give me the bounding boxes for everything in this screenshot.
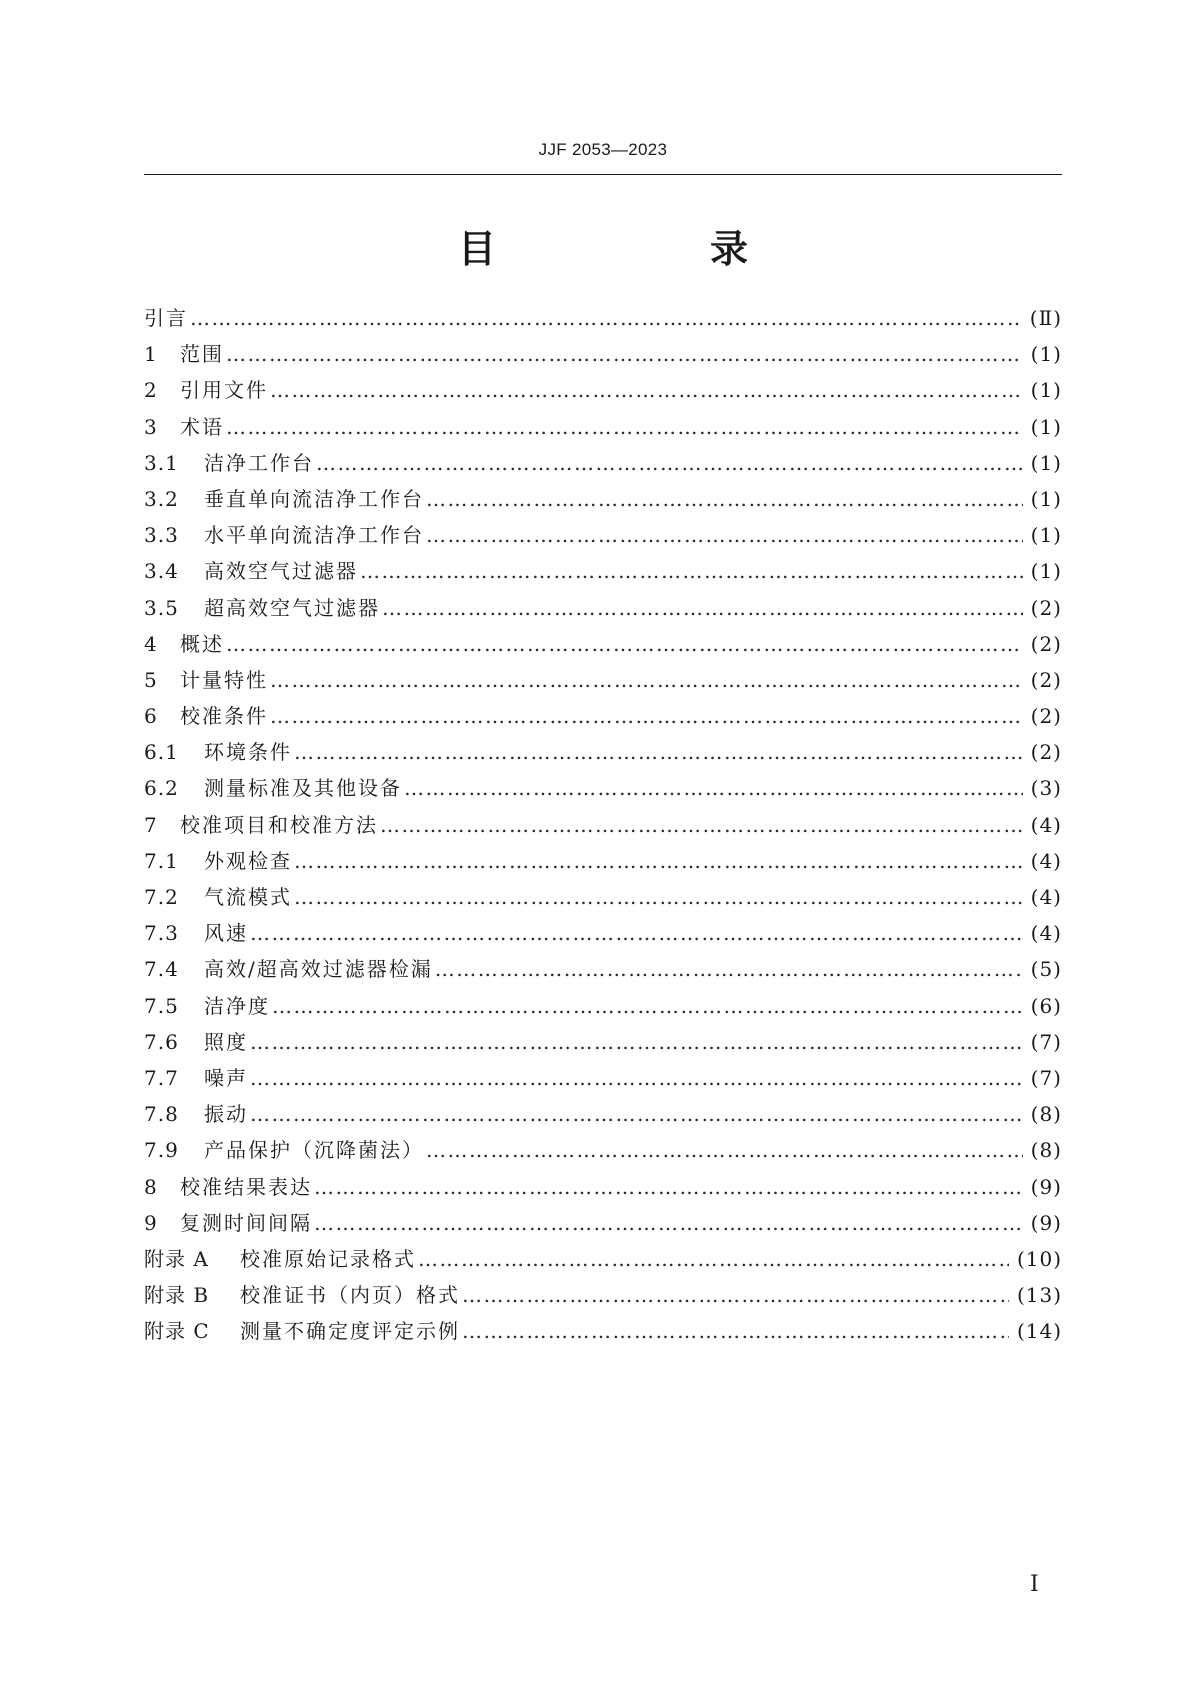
toc-entry-number: 1: [144, 342, 158, 367]
toc-entry-page: (6): [1030, 993, 1062, 1018]
toc-entry-number: 7.9: [144, 1138, 179, 1163]
toc-entry[interactable]: [144, 517, 1062, 553]
toc-entry-number: 附录 C: [144, 1319, 210, 1344]
toc-entry-number: 7.2: [144, 885, 179, 909]
toc-entry[interactable]: [144, 662, 1062, 698]
toc-entry-number: 5: [144, 667, 158, 692]
toc-entry-page: (4): [1030, 848, 1062, 873]
toc-entry-number: 3.3: [144, 523, 179, 548]
toc-entry[interactable]: [144, 553, 1062, 589]
dot-leader: [250, 915, 1023, 951]
toc-entry-title: 引用文件: [180, 378, 268, 403]
dot-leader: [270, 662, 1023, 698]
toc-entry-page: (13): [1016, 1283, 1062, 1308]
toc-entry-page: (2): [1030, 595, 1062, 620]
toc-entry-title: 噪声: [204, 1065, 248, 1090]
dot-leader: [435, 951, 1023, 987]
dot-leader: [426, 1132, 1023, 1168]
toc-entry[interactable]: [144, 1277, 1062, 1313]
dot-leader: [426, 517, 1023, 553]
toc-entry-number: 3: [144, 414, 158, 439]
toc-entry-title: 水平单向流洁净工作台: [204, 523, 424, 548]
toc-entry-page: (8): [1030, 1138, 1062, 1163]
toc-entry-page: (Ⅱ): [1029, 306, 1062, 330]
toc-entry-number: 2: [144, 378, 158, 403]
toc-entry-title: 洁净度: [204, 993, 270, 1018]
toc-entry[interactable]: [144, 481, 1062, 517]
toc-entry[interactable]: [144, 843, 1062, 879]
toc-entry-number: 附录 A: [144, 1246, 209, 1271]
toc-entry-title: 术语: [180, 414, 224, 439]
toc-entry[interactable]: [144, 626, 1062, 662]
toc-entry-page: (2): [1030, 631, 1062, 656]
toc-entry[interactable]: [144, 409, 1062, 445]
toc-entry-page: (1): [1030, 450, 1062, 475]
dot-leader: [190, 300, 1022, 336]
toc-entry-page: (9): [1030, 1210, 1062, 1235]
toc-entry[interactable]: [144, 590, 1062, 626]
dot-leader: [250, 1024, 1023, 1060]
toc-entry-title: 产品保护（沉降菌法）: [204, 1138, 424, 1163]
toc-entry-number: 3.2: [144, 486, 179, 511]
toc-entry[interactable]: [144, 1024, 1062, 1060]
dot-leader: [380, 807, 1023, 843]
dot-leader: [426, 481, 1023, 517]
toc-entry[interactable]: [144, 951, 1062, 987]
toc-entry-page: (7): [1030, 1029, 1062, 1054]
toc-entry-title: 振动: [204, 1102, 248, 1127]
toc-entry-page: (5): [1030, 957, 1062, 982]
toc-entry-number: 4: [144, 631, 158, 656]
toc-entry-number: 3.1: [144, 450, 179, 475]
toc-entry[interactable]: [144, 1060, 1062, 1096]
toc-entry-page: (1): [1030, 342, 1062, 367]
dot-leader: [462, 1277, 1009, 1313]
toc-entry[interactable]: [144, 988, 1062, 1024]
toc-entry-page: (7): [1030, 1065, 1062, 1090]
toc-entry-page: (2): [1030, 740, 1062, 765]
toc-entry[interactable]: [144, 879, 1062, 915]
dot-leader: [294, 843, 1023, 879]
toc-entry[interactable]: [144, 1132, 1062, 1168]
dot-leader: [226, 409, 1023, 445]
dot-leader: [294, 734, 1023, 770]
dot-leader: [314, 1205, 1023, 1241]
dot-leader: [316, 445, 1023, 481]
toc-entry-number: 7.6: [144, 1029, 179, 1054]
toc-entry-number: 7.5: [144, 993, 179, 1018]
toc-entry-title: 校准原始记录格式: [240, 1246, 416, 1271]
toc-entry[interactable]: [144, 770, 1062, 806]
toc-entry-number: 6.1: [144, 740, 179, 765]
dot-leader: [250, 1060, 1023, 1096]
toc-entry-number: 6.2: [144, 776, 179, 801]
toc-entry[interactable]: [144, 1241, 1062, 1277]
toc-entry-page: (1): [1030, 559, 1062, 584]
toc-entry-title: 范围: [180, 342, 224, 367]
toc-entry-number: 8: [144, 1174, 158, 1199]
dot-leader: [272, 988, 1023, 1024]
toc-entry-page: (10): [1016, 1246, 1062, 1271]
toc-entry-title: 引言: [144, 306, 188, 330]
dot-leader: [418, 1241, 1009, 1277]
toc-entry-number: 7.1: [144, 848, 179, 873]
toc-entry-number: 6: [144, 704, 158, 729]
toc-entry-number: 7.8: [144, 1102, 179, 1127]
toc-entry[interactable]: [144, 915, 1062, 951]
toc-entry-page: (4): [1030, 812, 1062, 837]
dot-leader: [250, 1096, 1023, 1132]
toc-entry-page: (3): [1030, 776, 1062, 801]
toc-entry-number: 7.4: [144, 957, 179, 982]
dot-leader: [404, 770, 1023, 806]
dot-leader: [294, 879, 1023, 915]
toc-entry-title: 校准证书（内页）格式: [240, 1283, 460, 1308]
toc-entry-page: (2): [1030, 704, 1062, 729]
toc-entry-title: 校准条件: [180, 704, 268, 729]
dot-leader: [226, 626, 1023, 662]
toc-entry[interactable]: [144, 1205, 1062, 1241]
dot-leader: [270, 372, 1023, 408]
header-rule: [144, 174, 1062, 175]
toc-entry[interactable]: [144, 372, 1062, 408]
toc-entry-page: (4): [1030, 921, 1062, 946]
toc-entry-title: 测量标准及其他设备: [204, 776, 402, 801]
toc-entry-number: 9: [144, 1210, 158, 1235]
toc-entry-page: (1): [1030, 486, 1062, 511]
toc-entry-title: 高效/超高效过滤器检漏: [204, 957, 433, 982]
page-number: Ⅰ: [1030, 1572, 1039, 1597]
toc-entry-number: 3.4: [144, 559, 179, 584]
toc-title: 目 录: [457, 227, 836, 271]
toc-entry-title: 校准结果表达: [180, 1174, 312, 1199]
toc-entry[interactable]: [144, 445, 1062, 481]
toc-entry[interactable]: [144, 734, 1062, 770]
toc-entry-title: 照度: [204, 1029, 248, 1054]
toc-entry[interactable]: [144, 807, 1062, 843]
toc-entry-title: 气流模式: [204, 885, 292, 909]
toc-entry-page: (9): [1030, 1174, 1062, 1199]
toc-entry-page: (14): [1016, 1319, 1062, 1344]
toc-entry-title: 计量特性: [180, 667, 268, 692]
toc-entry[interactable]: [144, 698, 1062, 734]
dot-leader: [314, 1169, 1023, 1205]
toc-entry-title: 高效空气过滤器: [204, 559, 358, 584]
dot-leader: [270, 698, 1023, 734]
toc-entry-title: 洁净工作台: [204, 450, 314, 475]
toc-entry-title: 环境条件: [204, 740, 292, 765]
toc-entry-title: 复测时间间隔: [180, 1210, 312, 1235]
toc-entry[interactable]: [144, 1096, 1062, 1132]
toc-entry[interactable]: [144, 1169, 1062, 1205]
toc-entry-number: 7.7: [144, 1065, 179, 1090]
toc-entry-page: (1): [1030, 378, 1062, 403]
toc-entry[interactable]: [144, 336, 1062, 372]
toc-entry-title: 垂直单向流洁净工作台: [204, 486, 424, 511]
dot-leader: [360, 553, 1023, 589]
running-header: JJF 2053—2023: [538, 140, 668, 159]
toc-entry-title: 测量不确定度评定示例: [240, 1319, 460, 1344]
toc-entry-title: 外观检查: [204, 848, 292, 873]
toc-entry-number: 7: [144, 812, 158, 837]
toc-entry-page: (4): [1030, 885, 1062, 909]
toc-entry-title: 超高效空气过滤器: [204, 595, 380, 620]
toc-entry-title: 概述: [180, 631, 224, 656]
dot-leader: [382, 590, 1023, 626]
toc-entry-page: (1): [1030, 414, 1062, 439]
toc-entry-number: 3.5: [144, 595, 179, 620]
toc-entry-title: 风速: [204, 921, 248, 946]
dot-leader: [226, 336, 1023, 372]
toc-entry-number: 附录 B: [144, 1283, 210, 1308]
toc-entry[interactable]: [144, 300, 1062, 336]
toc-entry-page: (8): [1030, 1102, 1062, 1127]
toc-entry-page: (2): [1030, 667, 1062, 692]
toc-entry-page: (1): [1030, 523, 1062, 548]
table-of-contents: [144, 300, 1062, 1349]
dot-leader: [462, 1313, 1009, 1349]
toc-entry-number: 7.3: [144, 921, 179, 946]
toc-entry[interactable]: [144, 1313, 1062, 1349]
toc-entry-title: 校准项目和校准方法: [180, 812, 378, 837]
